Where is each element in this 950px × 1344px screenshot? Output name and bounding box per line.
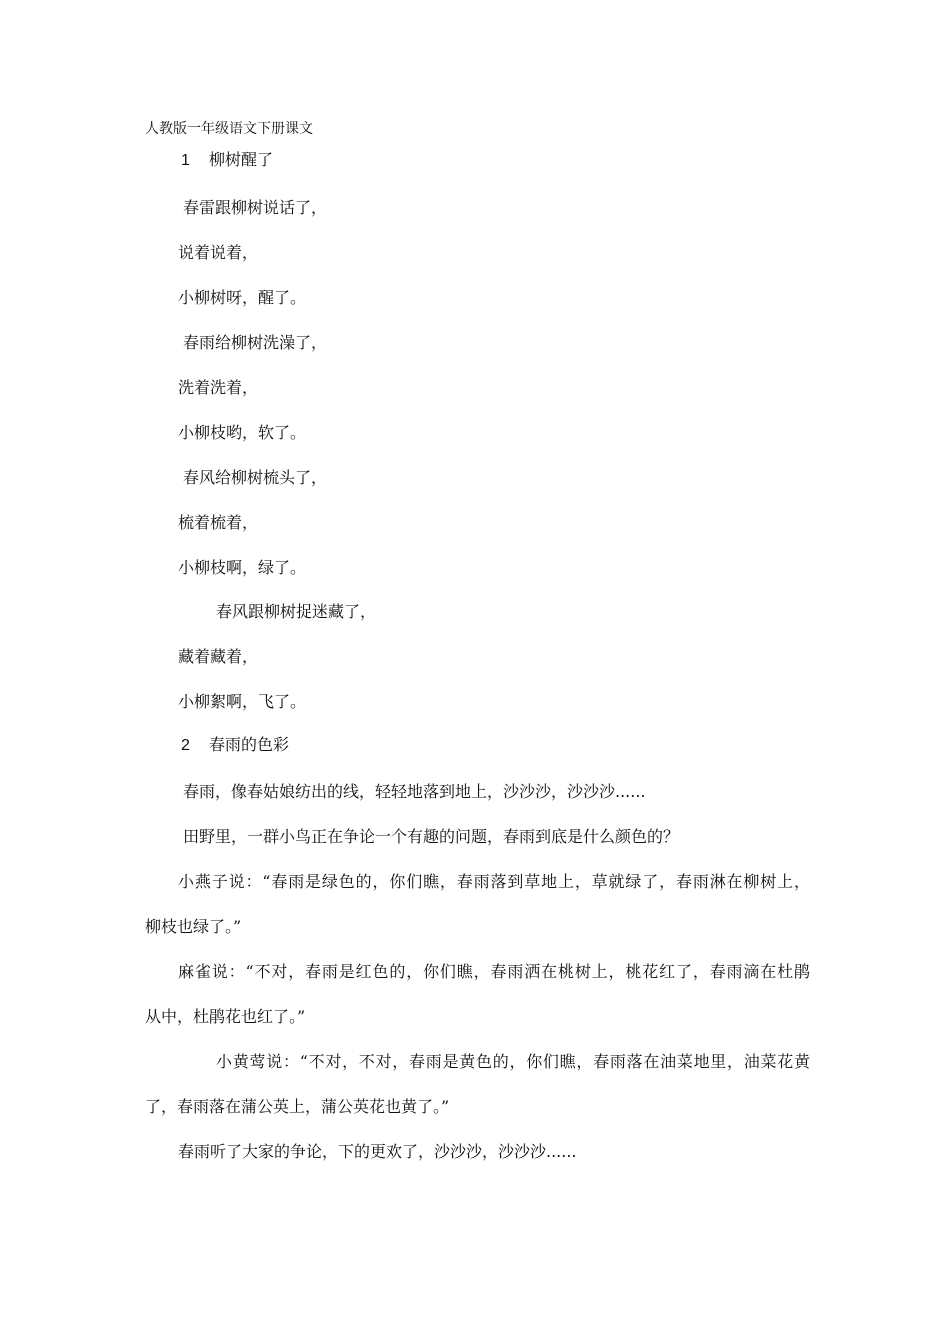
lesson1-heading	[181, 150, 273, 171]
poem-line: 小柳枝哟，软了。	[178, 423, 307, 442]
lesson2-number: 2	[181, 737, 190, 754]
poem-line: 藏着藏着，	[178, 647, 259, 666]
paragraph-line: 柳枝也绿了。”	[145, 917, 242, 936]
poem-line: 春风给柳树梳头了，	[183, 468, 328, 487]
lesson2-heading	[181, 735, 289, 756]
lesson1-title: 柳树醒了	[209, 150, 274, 169]
poem-line: 小柳絮啊，飞了。	[178, 692, 307, 711]
poem-line: 小柳树呀，醒了。	[178, 288, 307, 307]
paragraph-line: 小燕子说：“春雨是绿色的，你们瞧，春雨落到草地上，草就绿了，春雨淋在柳树上，	[178, 872, 810, 891]
poem-line: 春雷跟柳树说话了，	[183, 198, 328, 217]
lesson2-title: 春雨的色彩	[209, 735, 290, 754]
document-title: 人教版一年级语文下册课文	[145, 121, 313, 137]
poem-line: 春风跟柳树捉迷藏了，	[216, 602, 377, 621]
poem-line: 春雨给柳树洗澡了，	[183, 333, 328, 352]
lesson1-number: 1	[181, 152, 190, 169]
paragraph-line: 了，春雨落在蒲公英上，蒲公英花也黄了。”	[145, 1097, 450, 1116]
paragraph: 春雨，像春姑娘纺出的线，轻轻地落到地上，沙沙沙，沙沙沙......	[183, 782, 646, 801]
poem-line: 梳着梳着，	[178, 513, 259, 532]
poem-line: 洗着洗着，	[178, 378, 259, 397]
poem-line: 说着说着，	[178, 243, 259, 262]
paragraph-line: 麻雀说：“不对，春雨是红色的，你们瞧，春雨洒在桃树上，桃花红了，春雨滴在杜鹃	[178, 962, 810, 981]
paragraph-line: 小黄莺说：“不对，不对，春雨是黄色的，你们瞧，春雨落在油菜地里，油菜花黄	[216, 1052, 810, 1071]
paragraph: 田野里，一群小鸟正在争论一个有趣的问题，春雨到底是什么颜色的？	[183, 827, 680, 846]
poem-line: 小柳枝啊，绿了。	[178, 558, 307, 577]
paragraph-line: 从中，杜鹃花也红了。”	[145, 1007, 306, 1026]
paragraph: 春雨听了大家的争论，下的更欢了，沙沙沙，沙沙沙......	[178, 1142, 577, 1161]
